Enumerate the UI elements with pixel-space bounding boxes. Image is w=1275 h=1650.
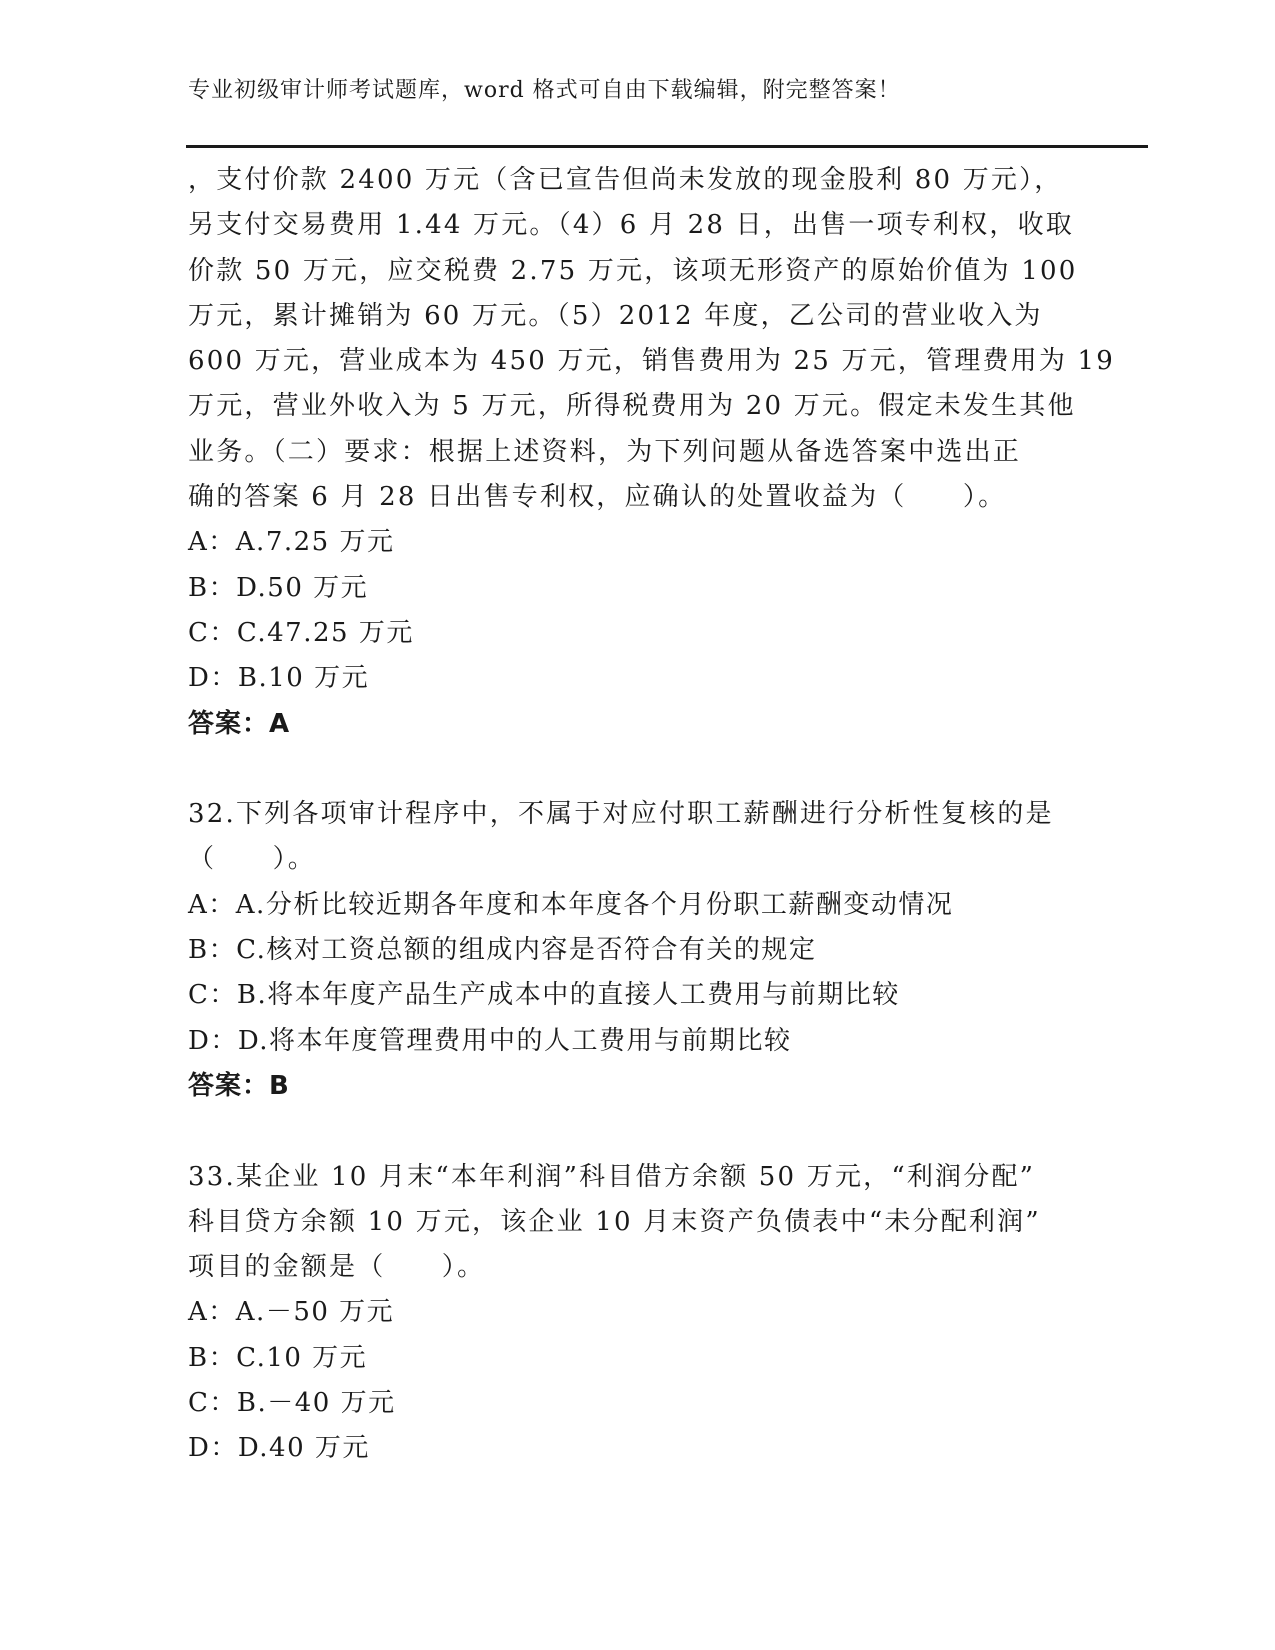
option-b: B：C.核对工资总额的组成内容是否符合有关的规定 (188, 935, 817, 966)
option-d: D：D.将本年度管理费用中的人工费用与前期比较 (188, 1025, 792, 1056)
header-divider (186, 145, 1148, 148)
page-header: 专业初级审计师考试题库，word 格式可自由下载编辑，附完整答案！ (188, 78, 901, 103)
option-a: A：A.－50 万元 (188, 1297, 395, 1328)
question-text-line: 另支付交易费用 1.44 万元。（4）6 月 28 日，出售一项专利权，收取 (188, 210, 1074, 241)
question-text-line: ，支付价款 2400 万元（含已宣告但尚未发放的现金股利 80 万元）， (188, 165, 1063, 195)
question-text-line: 项目的金额是（ ）。 (188, 1252, 486, 1283)
document-body (188, 158, 1116, 1472)
option-b: B：D.50 万元 (188, 572, 369, 603)
option-c: C：B.将本年度产品生产成本中的直接人工费用与前期比较 (188, 980, 900, 1011)
question-text-line: 32.下列各项审计程序中，不属于对应付职工薪酬进行分析性复核的是 (188, 799, 1054, 830)
question-text-line: （ ）。 (188, 844, 317, 875)
option-c: C：C.47.25 万元 (188, 617, 414, 648)
answer-label: 答案：B (188, 1070, 290, 1101)
question-text-line: 600 万元，营业成本为 450 万元，销售费用为 25 万元，管理费用为 19 (188, 346, 1116, 377)
question-text-line: 万元，营业外收入为 5 万元，所得税费用为 20 万元。假定未发生其他 (188, 391, 1076, 422)
option-d: D：D.40 万元 (188, 1433, 370, 1464)
question-text-line: 价款 50 万元，应交税费 2.75 万元，该项无形资产的原始价值为 100 (188, 255, 1078, 286)
question-text-line: 确的答案 6 月 28 日出售专利权，应确认的处置收益为（ ）。 (188, 482, 1007, 513)
spacer (188, 1109, 1088, 1154)
question-32 (188, 792, 1088, 1109)
question-text-line: 业务。（二）要求：根据上述资料，为下列问题从备选答案中选出正 (188, 436, 1022, 467)
option-b: B：C.10 万元 (188, 1342, 368, 1373)
question-text-line: 科目贷方余额 10 万元，该企业 10 月末资产负债表中“未分配利润” (188, 1206, 1041, 1237)
spacer (188, 747, 1088, 792)
question-33 (188, 1155, 1088, 1472)
option-c: C：B.－40 万元 (188, 1388, 396, 1419)
question-31 (188, 158, 1116, 747)
option-d: D：B.10 万元 (188, 663, 370, 694)
answer-label: 答案：A (188, 708, 291, 739)
question-text-line: 万元，累计摊销为 60 万元。（5）2012 年度，乙公司的营业收入为 (188, 300, 1043, 331)
option-a: A：A.分析比较近期各年度和本年度各个月份职工薪酬变动情况 (188, 889, 954, 920)
question-text-line: 33.某企业 10 月末“本年利润”科目借方余额 50 万元，“利润分配” (188, 1161, 1036, 1192)
option-a: A：A.7.25 万元 (188, 527, 395, 558)
